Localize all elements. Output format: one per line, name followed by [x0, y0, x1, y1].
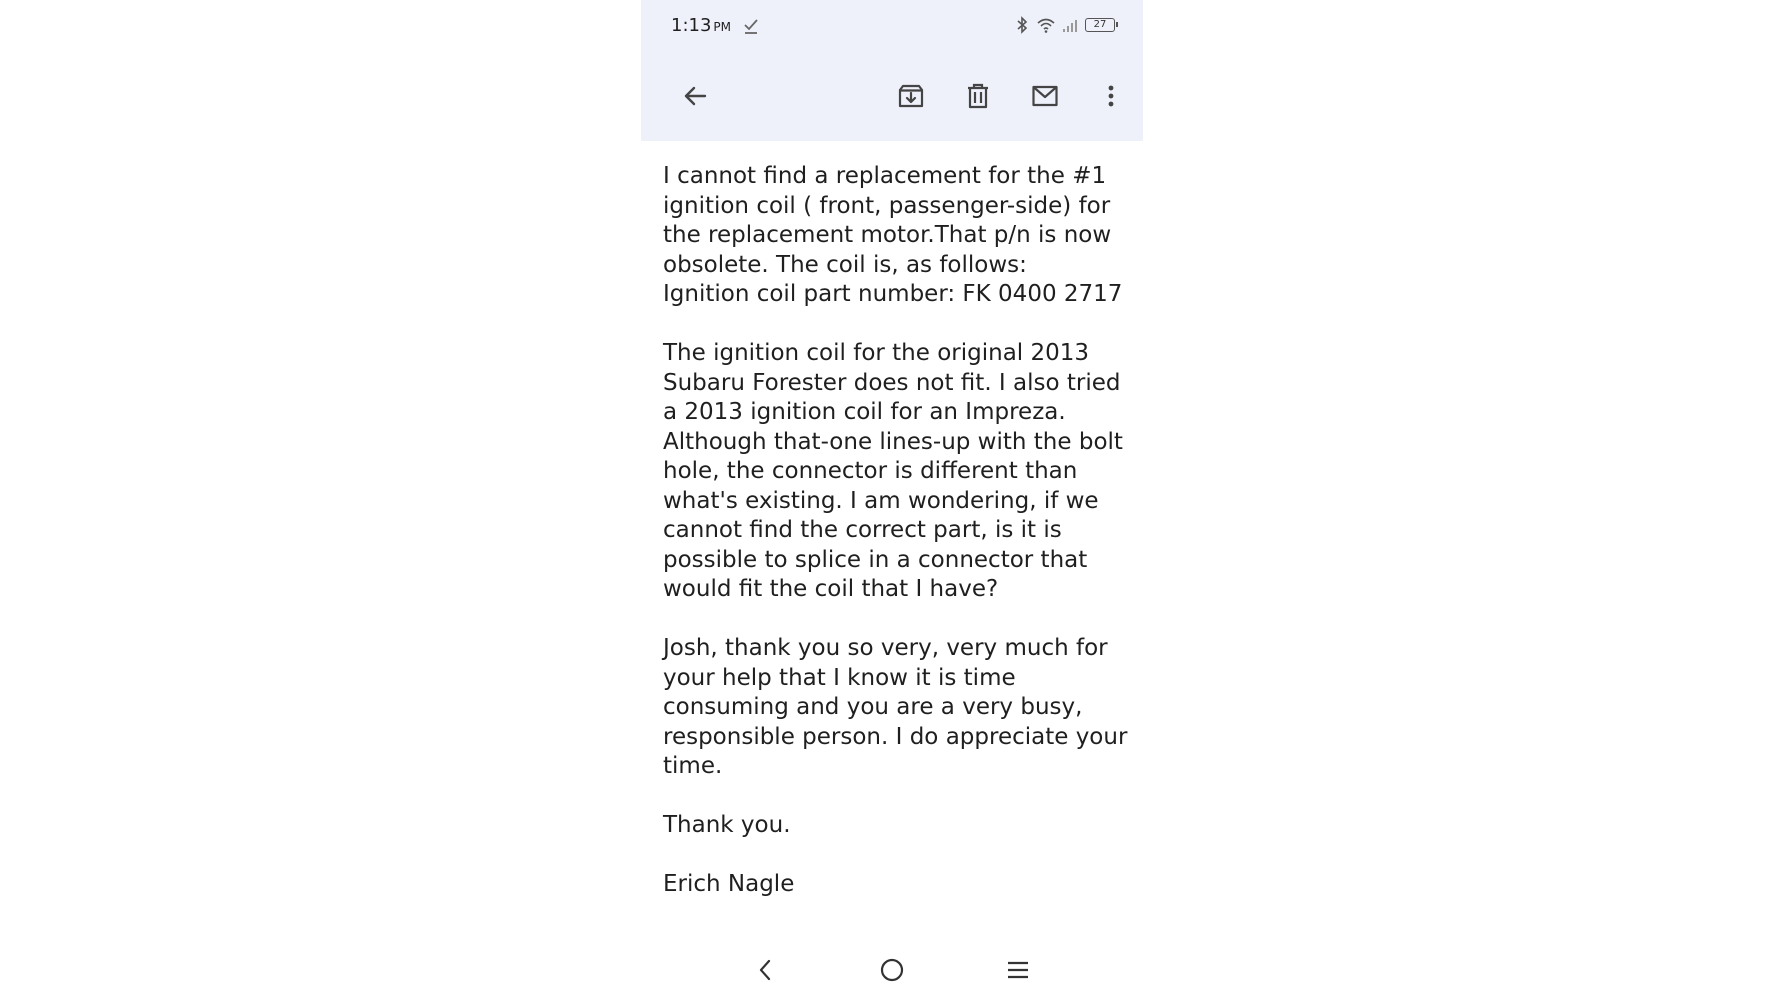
- email-paragraph: Josh, thank you so very, very much for your help that I know it is time consuming and you are a very busy, responsible person. I do appreciate your time.: [663, 635, 1128, 779]
- status-time-value: 1:13: [671, 15, 712, 36]
- back-button[interactable]: [675, 76, 715, 116]
- more-options-button[interactable]: [1091, 76, 1131, 116]
- phone-screen: [641, 0, 1143, 1000]
- email-body: [663, 162, 1133, 929]
- email-paragraph: The ignition coil for the original 2013 Subaru Forester does not fit. I also tried a 2013 ignition coil for an Impreza. Although that-one lines-up with the bolt hole, the connector is different than what's existing. I am wondering, if we cannot find the correct part, is it is possible to splice in a connector that would fit the coil that I have?: [663, 340, 1123, 602]
- status-time: [671, 15, 731, 36]
- trash-icon: [964, 82, 992, 110]
- archive-button[interactable]: [891, 76, 931, 116]
- email-paragraph: I cannot find a replacement for the #1 ignition coil ( front, passenger-side) for the replacement motor.That p/n is now obsolete. The coil is, as follows: Ignition coil part number: FK 0400 2717: [663, 163, 1123, 307]
- status-icons: [1013, 14, 1115, 36]
- email-closing: Thank you.: [663, 812, 791, 838]
- nav-recents-icon: [1004, 956, 1032, 984]
- arrow-left-icon: [681, 82, 709, 110]
- nav-back-icon: [752, 956, 780, 984]
- wifi-icon: [1037, 16, 1055, 34]
- delete-button[interactable]: [958, 76, 998, 116]
- system-navigation-bar: [641, 950, 1143, 990]
- archive-icon: [897, 82, 925, 110]
- more-vert-icon: [1097, 82, 1125, 110]
- signal-icon: [1061, 16, 1079, 34]
- mail-icon: [1031, 82, 1059, 110]
- top-app-area: [641, 0, 1143, 141]
- mark-unread-button[interactable]: [1025, 76, 1065, 116]
- battery-icon: 27: [1085, 18, 1115, 32]
- nav-home-icon: [878, 956, 906, 984]
- download-done-icon: [743, 17, 759, 35]
- status-time-ampm: PM: [713, 20, 732, 34]
- nav-back-button[interactable]: [746, 950, 786, 990]
- nav-recents-button[interactable]: [998, 950, 1038, 990]
- email-signature: Erich Nagle: [663, 871, 795, 897]
- nav-home-button[interactable]: [872, 950, 912, 990]
- bluetooth-icon: [1013, 16, 1031, 34]
